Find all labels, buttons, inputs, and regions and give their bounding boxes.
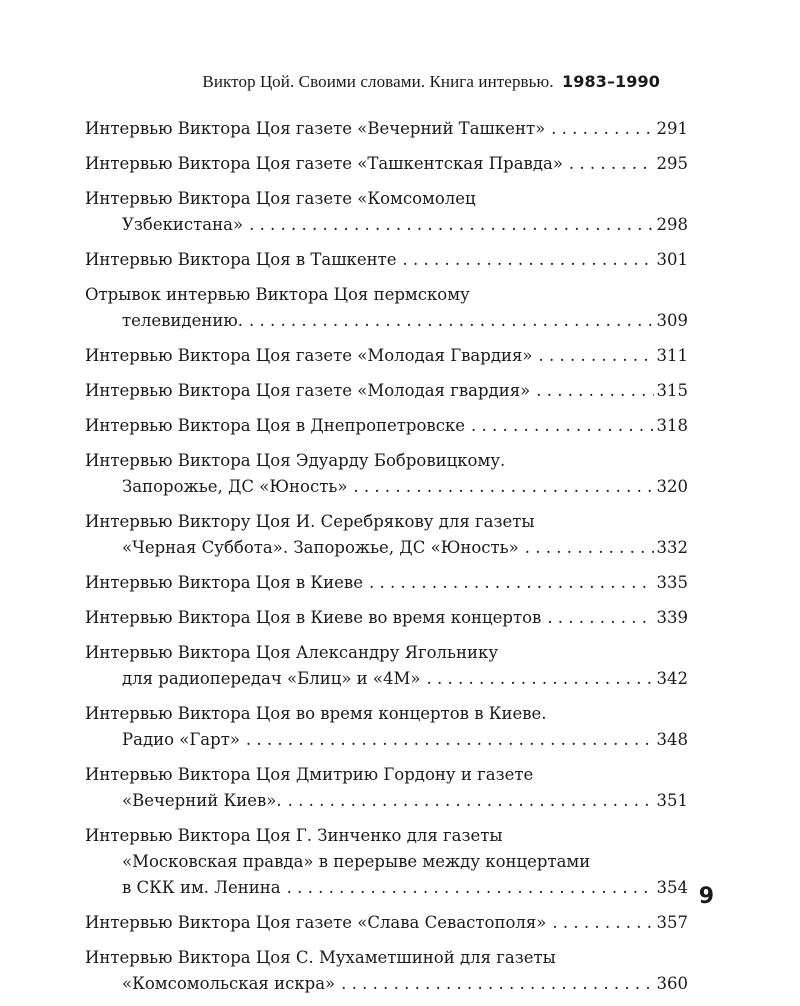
toc-entry-line xyxy=(85,343,688,369)
toc-entry-title: Узбекистана» xyxy=(122,215,244,234)
toc-leader-dots xyxy=(287,875,654,901)
toc-leader-dots xyxy=(539,343,654,369)
toc-entry-title: Радио «Гарт» xyxy=(122,730,240,749)
toc-leader-dots xyxy=(288,788,654,814)
toc-entry-title: Интервью Виктора Цоя Александру Ягольнику xyxy=(85,643,499,662)
toc-entry-title: Интервью Виктора Цоя Эдуарду Бобровицкому. xyxy=(85,451,506,470)
toc-leader-dots xyxy=(569,151,654,177)
toc-entry xyxy=(85,701,688,753)
toc-entry-title: Запорожье, ДС «Юность» xyxy=(122,477,348,496)
toc-entry-line xyxy=(85,727,688,753)
toc-entry-title: Интервью Виктора Цоя С. Мухаметшиной для газеты xyxy=(85,948,556,967)
toc-leader-dots xyxy=(471,413,653,439)
toc-entry-line xyxy=(85,509,688,535)
toc-page-number: 348 xyxy=(656,730,688,749)
toc-entry-line xyxy=(85,910,688,936)
page-number: 9 xyxy=(698,884,714,909)
toc-leader-dots xyxy=(249,308,654,334)
toc-entry-line xyxy=(85,308,688,334)
toc-entry-title: Интервью Виктора Цоя во время концертов в Киеве. xyxy=(85,704,547,723)
toc-entry-line xyxy=(85,282,688,308)
toc-leader-dots xyxy=(551,116,653,142)
toc-entry xyxy=(85,343,688,369)
toc-entry-title: Интервью Виктору Цоя И. Серебрякову для газеты xyxy=(85,512,535,531)
toc-entry xyxy=(85,378,688,404)
toc-entry-line xyxy=(85,640,688,666)
toc-entry-line xyxy=(85,535,688,561)
toc-entry-title: «Черная Суббота». Запорожье, ДС «Юность» xyxy=(122,538,519,557)
toc-page-number: 309 xyxy=(656,311,688,330)
toc-page-number: 295 xyxy=(656,154,688,173)
toc-entry-title: Интервью Виктора Цоя газете «Слава Севастополя» xyxy=(85,913,547,932)
toc-entry-line xyxy=(85,448,688,474)
toc-entry-line xyxy=(85,378,688,404)
toc-entry xyxy=(85,945,688,997)
toc-entry xyxy=(85,413,688,439)
toc-page-number: 318 xyxy=(656,416,688,435)
toc-page-number: 320 xyxy=(656,477,688,496)
toc-leader-dots xyxy=(547,605,653,631)
toc-entry-title: Интервью Виктора Цоя газете «Молодая Гвардия» xyxy=(85,346,533,365)
toc-entry-line xyxy=(85,186,688,212)
toc-leader-dots xyxy=(246,727,654,753)
toc-page-number: 354 xyxy=(656,878,688,897)
toc-leader-dots xyxy=(552,910,653,936)
toc-entry xyxy=(85,151,688,177)
running-head-title: Виктор Цой. Своими словами. Книга интервью. xyxy=(202,72,554,91)
toc-entry-line xyxy=(85,762,688,788)
toc-entry-title: в СКК им. Ленина xyxy=(122,878,281,897)
toc-entry xyxy=(85,570,688,596)
toc-page-number: 360 xyxy=(656,974,688,993)
toc-leader-dots xyxy=(403,247,654,273)
toc-entry-title: Интервью Виктора Цоя газете «Молодая гвардия» xyxy=(85,381,531,400)
toc-entry-line xyxy=(85,875,688,901)
toc-page-number: 311 xyxy=(656,346,688,365)
toc-entry-title: «Комсомольская искра» xyxy=(122,974,336,993)
toc-entry-title: Интервью Виктора Цоя в Киеве во время концертов xyxy=(85,608,542,627)
toc-entry-title: Интервью Виктора Цоя в Днепропетровске xyxy=(85,416,466,435)
toc-page-number: 332 xyxy=(656,538,688,557)
toc-page-number: 339 xyxy=(656,608,688,627)
toc-entry-title: телевидению. xyxy=(122,311,243,330)
toc-page-number: 342 xyxy=(656,669,688,688)
toc-page-number: 351 xyxy=(656,791,688,810)
toc-entry xyxy=(85,910,688,936)
toc-entry-title: «Московская правда» в перерыве между концертами xyxy=(122,852,591,871)
table-of-contents xyxy=(85,116,688,1006)
toc-entry-title: Интервью Виктора Цоя Г. Зинченко для газеты xyxy=(85,826,503,845)
toc-leader-dots xyxy=(249,212,653,238)
toc-entry xyxy=(85,605,688,631)
toc-leader-dots xyxy=(353,474,653,500)
toc-entry-title: Интервью Виктора Цоя газете «Ташкентская Правда» xyxy=(85,154,563,173)
toc-leader-dots xyxy=(525,535,654,561)
toc-entry-line xyxy=(85,116,688,142)
toc-entry-title: «Вечерний Киев». xyxy=(122,791,282,810)
toc-entry xyxy=(85,762,688,814)
toc-entry-title: Отрывок интервью Виктора Цоя пермскому xyxy=(85,285,470,304)
toc-entry-line xyxy=(85,788,688,814)
toc-entry xyxy=(85,448,688,500)
toc-entry-line xyxy=(85,474,688,500)
toc-entry xyxy=(85,116,688,142)
toc-entry xyxy=(85,509,688,561)
toc-entry-title: Интервью Виктора Цоя Дмитрию Гордону и газете xyxy=(85,765,534,784)
toc-page-number: 357 xyxy=(656,913,688,932)
toc-entry xyxy=(85,823,688,901)
toc-entry xyxy=(85,247,688,273)
toc-leader-dots xyxy=(536,378,653,404)
toc-page-number: 298 xyxy=(656,215,688,234)
toc-entry-title: для радиопередач «Блиц» и «4М» xyxy=(122,669,421,688)
toc-entry-line xyxy=(85,823,688,849)
toc-entry-title: Интервью Виктора Цоя в Киеве xyxy=(85,573,363,592)
toc-entry-line xyxy=(85,945,688,971)
toc-entry-line xyxy=(85,570,688,596)
toc-entry-line xyxy=(85,849,688,875)
toc-entry-line xyxy=(85,413,688,439)
toc-leader-dots xyxy=(427,666,654,692)
toc-page-number: 335 xyxy=(656,573,688,592)
toc-entry-line xyxy=(85,605,688,631)
toc-entry-line xyxy=(85,247,688,273)
toc-entry-line xyxy=(85,151,688,177)
toc-page-number: 315 xyxy=(656,381,688,400)
toc-entry-line xyxy=(85,212,688,238)
running-head xyxy=(202,72,660,92)
toc-entry-title: Интервью Виктора Цоя в Ташкенте xyxy=(85,250,397,269)
toc-page-number: 301 xyxy=(656,250,688,269)
toc-entry-title: Интервью Виктора Цоя газете «Комсомолец xyxy=(85,189,476,208)
toc-entry xyxy=(85,282,688,334)
toc-entry xyxy=(85,186,688,238)
toc-entry-title: Интервью Виктора Цоя газете «Вечерний Ташкент» xyxy=(85,119,546,138)
running-head-years: 1983–1990 xyxy=(562,72,660,91)
toc-entry-line xyxy=(85,666,688,692)
toc-leader-dots xyxy=(341,971,653,997)
toc-entry-line xyxy=(85,971,688,997)
toc-leader-dots xyxy=(369,570,654,596)
toc-page-number: 291 xyxy=(656,119,688,138)
toc-entry-line xyxy=(85,701,688,727)
toc-entry xyxy=(85,640,688,692)
